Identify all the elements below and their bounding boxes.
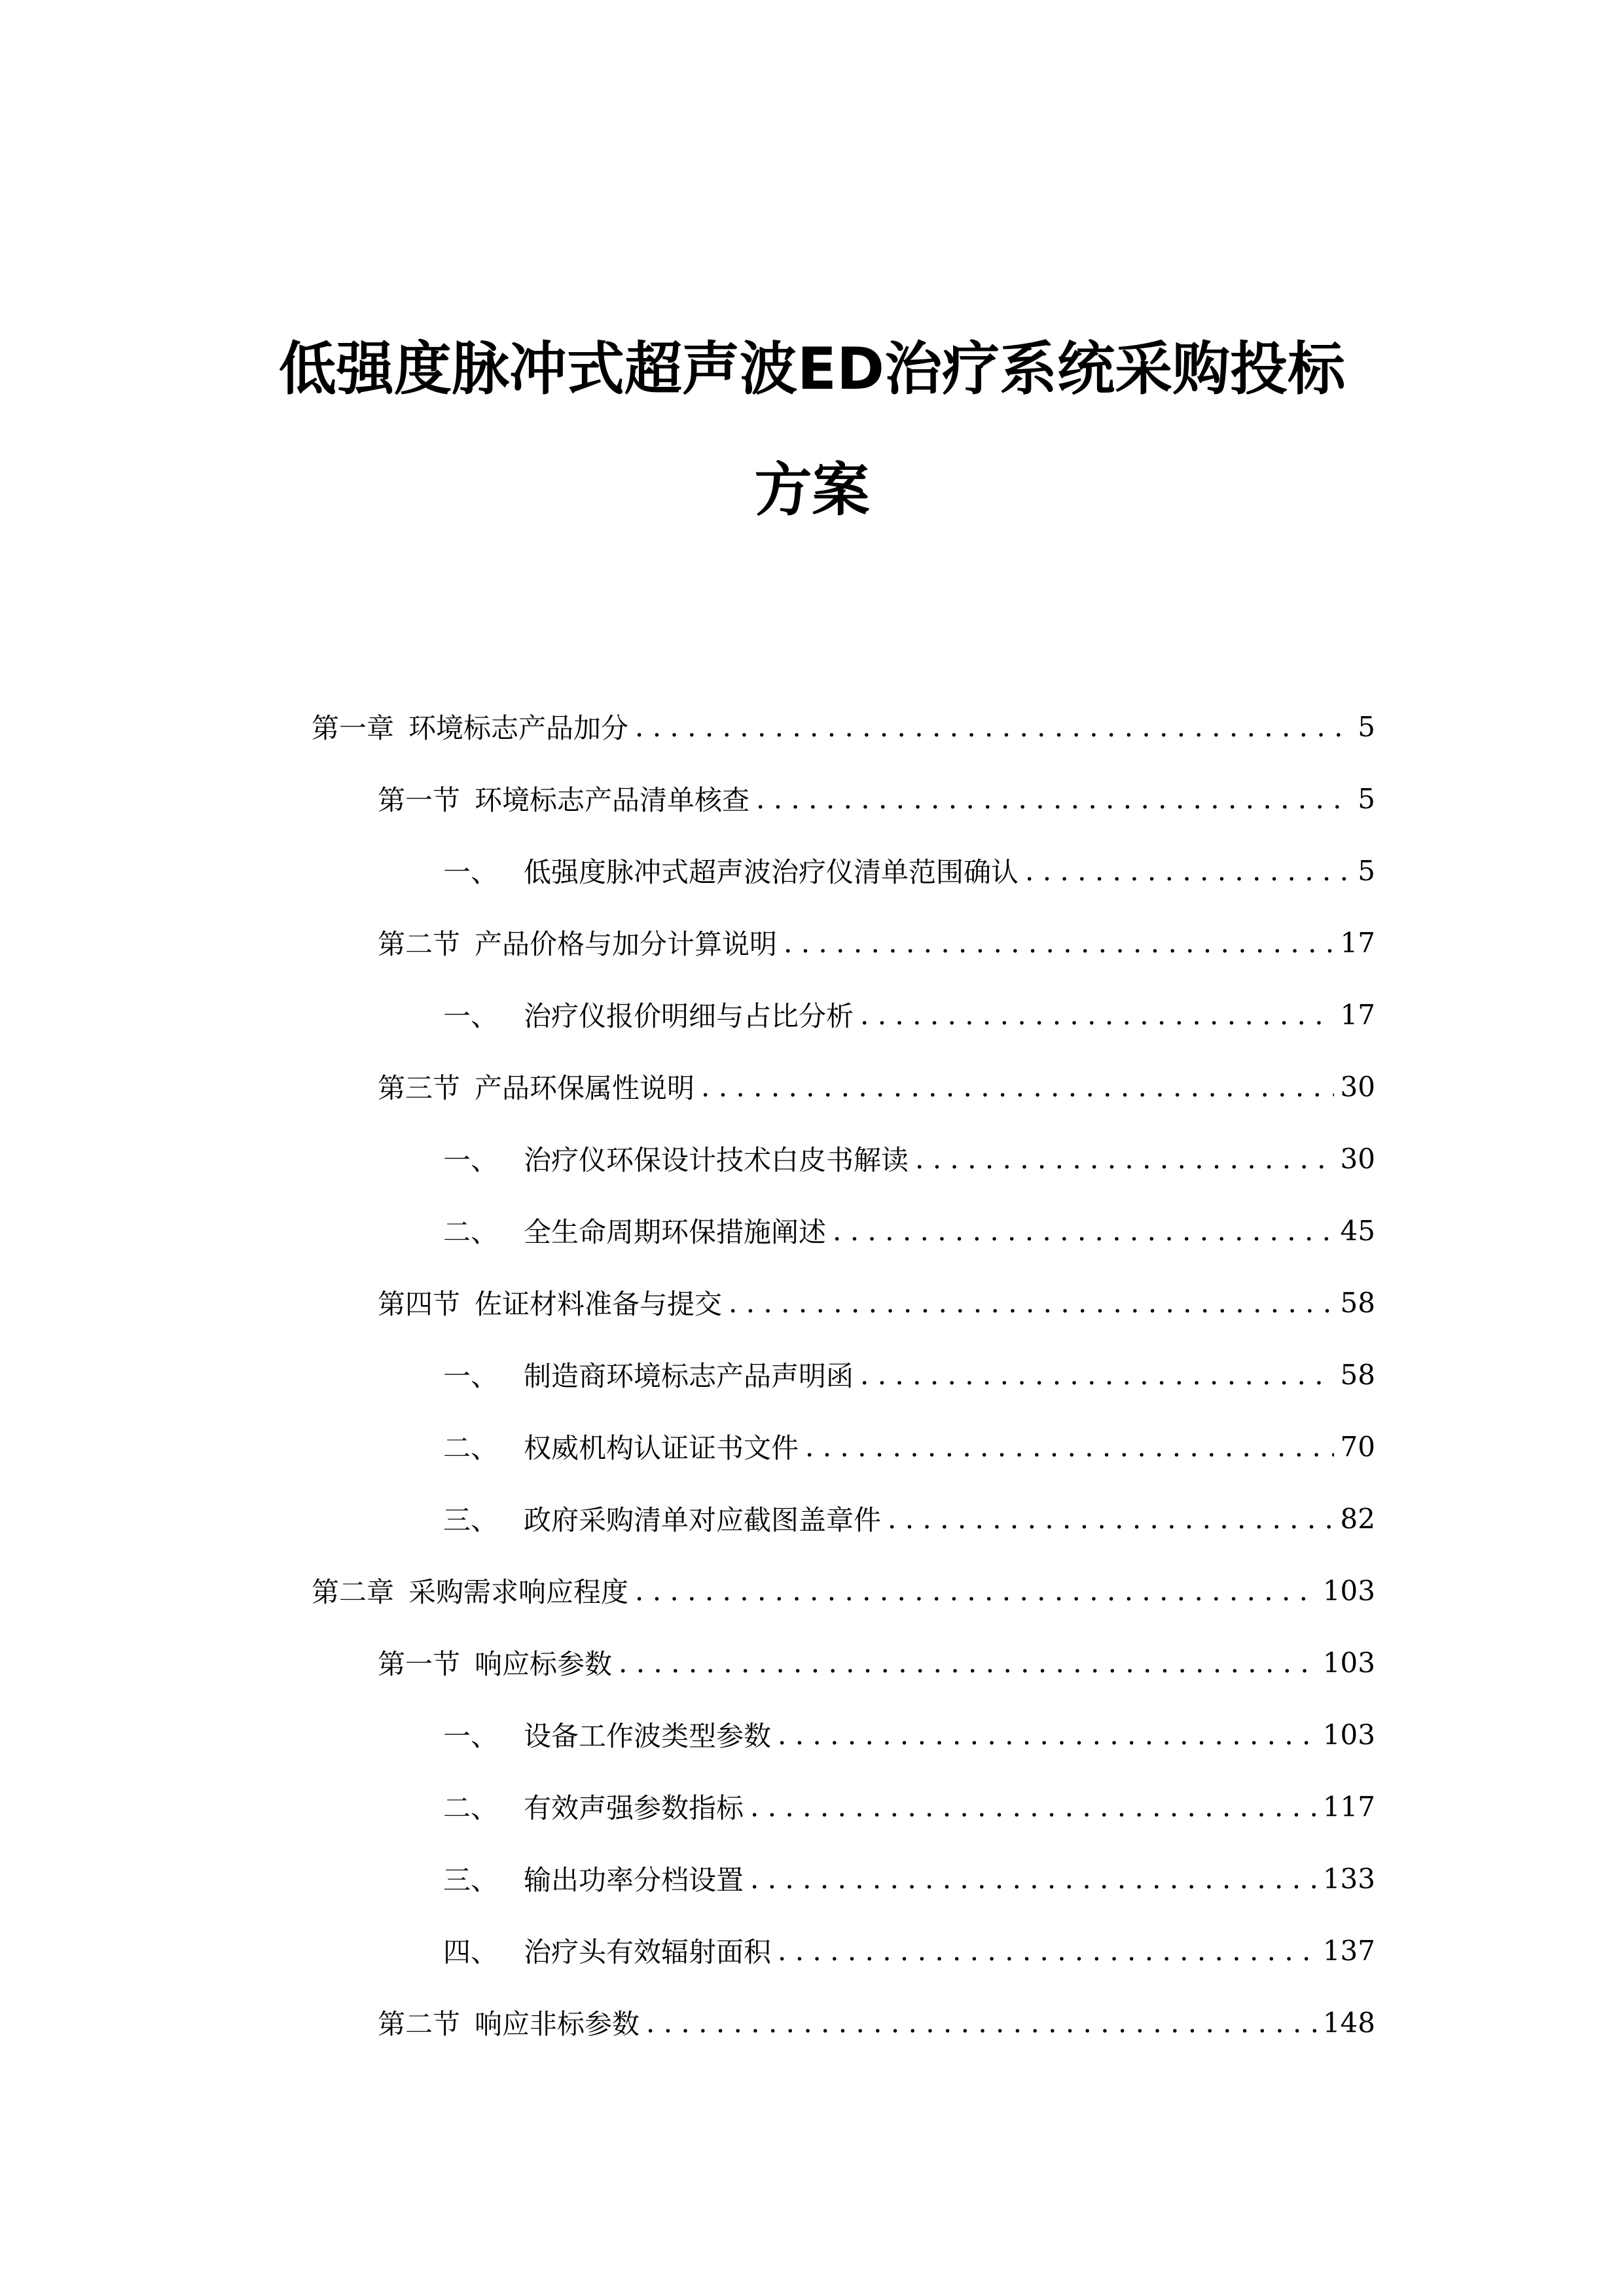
toc-entry-number: 一、 <box>443 1144 499 1176</box>
toc-entry-number: 二、 <box>443 1432 499 1464</box>
toc-entry-text: 响应标参数 <box>475 1648 613 1680</box>
dot-leader <box>778 1935 1316 1967</box>
toc-entry[interactable] <box>312 978 1375 1050</box>
toc-entry-page: 133 <box>1322 1862 1375 1895</box>
toc-entry-number: 二、 <box>443 1792 499 1824</box>
toc-entry-text: 低强度脉冲式超声波治疗仪清单范围确认 <box>524 856 1019 888</box>
toc-entry-number: 四、 <box>443 1936 499 1968</box>
toc-entry[interactable] <box>312 1050 1375 1122</box>
toc-entry-text: 设备工作波类型参数 <box>524 1720 772 1752</box>
toc-entry-page: 70 <box>1340 1430 1375 1463</box>
dot-leader <box>750 1863 1316 1895</box>
toc-entry-text: 环境标志产品加分 <box>408 712 629 744</box>
toc-entry-page: 103 <box>1322 1718 1375 1751</box>
toc-entry-page: 5 <box>1358 782 1375 815</box>
toc-entry[interactable] <box>312 1482 1375 1554</box>
toc-entry-text: 输出功率分档设置 <box>524 1864 744 1896</box>
toc-entry-text: 产品环保属性说明 <box>475 1072 695 1104</box>
toc-entry-text: 治疗头有效辐射面积 <box>524 1936 772 1968</box>
dot-leader <box>860 1359 1334 1391</box>
dot-leader <box>619 1647 1316 1679</box>
toc-entry[interactable] <box>312 1338 1375 1410</box>
toc-entry-text: 环境标志产品清单核查 <box>475 784 750 816</box>
dot-leader <box>778 1719 1316 1751</box>
dot-leader <box>833 1215 1334 1247</box>
toc-entry-number: 一、 <box>443 1360 499 1392</box>
toc-entry[interactable] <box>312 906 1375 978</box>
toc-entry-page: 5 <box>1358 854 1375 887</box>
toc-entry-page: 5 <box>1358 710 1375 743</box>
toc-entry-page: 30 <box>1340 1142 1375 1175</box>
toc-entry-text: 治疗仪环保设计技术白皮书解读 <box>524 1144 909 1176</box>
toc-entry[interactable] <box>312 1122 1375 1194</box>
toc-entry-number: 一、 <box>443 856 499 888</box>
toc-entry[interactable] <box>312 1626 1375 1698</box>
toc-entry-page: 58 <box>1340 1358 1375 1391</box>
toc-entry[interactable] <box>312 1842 1375 1914</box>
toc-entry-text: 采购需求响应程度 <box>408 1576 629 1608</box>
toc-entry-text: 政府采购清单对应截图盖章件 <box>524 1504 882 1536</box>
toc-entry-text: 有效声强参数指标 <box>524 1792 744 1824</box>
toc-entry-page: 103 <box>1322 1646 1375 1679</box>
toc-entry-text: 佐证材料准备与提交 <box>475 1288 723 1320</box>
toc-entry-number: 第一节 <box>378 784 461 816</box>
toc-entry-number: 三、 <box>443 1864 499 1896</box>
toc-entry-page: 148 <box>1322 2006 1375 2039</box>
toc-entry[interactable] <box>312 834 1375 906</box>
toc-entry-number: 第一节 <box>378 1648 461 1680</box>
dot-leader <box>701 1071 1334 1103</box>
toc-entry[interactable] <box>312 691 1375 762</box>
toc-entry-page: 30 <box>1340 1070 1375 1103</box>
dot-leader <box>750 1791 1316 1823</box>
toc-entry-page: 17 <box>1340 926 1375 959</box>
dot-leader <box>756 783 1351 815</box>
dot-leader <box>888 1503 1334 1535</box>
toc-entry-page: 137 <box>1322 1934 1375 1967</box>
toc-entry-number: 第三节 <box>378 1072 461 1104</box>
toc-entry-page: 103 <box>1322 1574 1375 1607</box>
toc-entry-page: 17 <box>1340 998 1375 1031</box>
toc-entry[interactable] <box>312 1986 1375 2058</box>
toc-entry[interactable] <box>312 1698 1375 1770</box>
toc-entry-text: 制造商环境标志产品声明函 <box>524 1360 854 1392</box>
document-title-line-1: 低强度脉冲式超声波ED治疗系统采购投标 <box>278 335 1346 403</box>
toc-entry[interactable] <box>312 1266 1375 1338</box>
dot-leader <box>915 1143 1334 1175</box>
toc-entry-text: 权威机构认证证书文件 <box>524 1432 799 1464</box>
toc-entry[interactable] <box>312 1554 1375 1626</box>
toc-entry-number: 一、 <box>443 1720 499 1752</box>
toc-entry-text: 治疗仪报价明细与占比分析 <box>524 1000 854 1032</box>
toc-entry-page: 82 <box>1340 1502 1375 1535</box>
toc-entry-page: 58 <box>1340 1286 1375 1319</box>
dot-leader <box>1025 855 1351 887</box>
dot-leader <box>805 1431 1334 1463</box>
toc-entry-number: 第二节 <box>378 2008 461 2040</box>
dot-leader <box>784 927 1334 959</box>
toc-entry-text: 响应非标参数 <box>475 2008 640 2040</box>
toc-entry-number: 第二章 <box>312 1576 395 1608</box>
toc-entry-number: 一、 <box>443 1000 499 1032</box>
toc-entry[interactable] <box>312 1194 1375 1266</box>
document-title-line-2: 方案 <box>754 456 870 524</box>
toc-entry-number: 第一章 <box>312 712 395 744</box>
toc-entry[interactable] <box>312 762 1375 834</box>
toc-entry[interactable] <box>312 1914 1375 1986</box>
toc-entry-page: 117 <box>1322 1790 1375 1823</box>
toc-entry-page: 45 <box>1340 1214 1375 1247</box>
toc-entry-number: 第二节 <box>378 928 461 960</box>
table-of-contents <box>312 691 1375 2058</box>
toc-entry-number: 二、 <box>443 1216 499 1248</box>
dot-leader <box>646 2007 1316 2039</box>
toc-entry-text: 全生命周期环保措施阐述 <box>524 1216 827 1248</box>
dot-leader <box>860 999 1334 1031</box>
dot-leader <box>635 711 1351 743</box>
toc-entry-number: 三、 <box>443 1504 499 1536</box>
toc-entry[interactable] <box>312 1770 1375 1842</box>
toc-entry-text: 产品价格与加分计算说明 <box>475 928 778 960</box>
dot-leader <box>729 1287 1334 1319</box>
toc-entry[interactable] <box>312 1410 1375 1482</box>
toc-entry-number: 第四节 <box>378 1288 461 1320</box>
dot-leader <box>635 1575 1316 1607</box>
